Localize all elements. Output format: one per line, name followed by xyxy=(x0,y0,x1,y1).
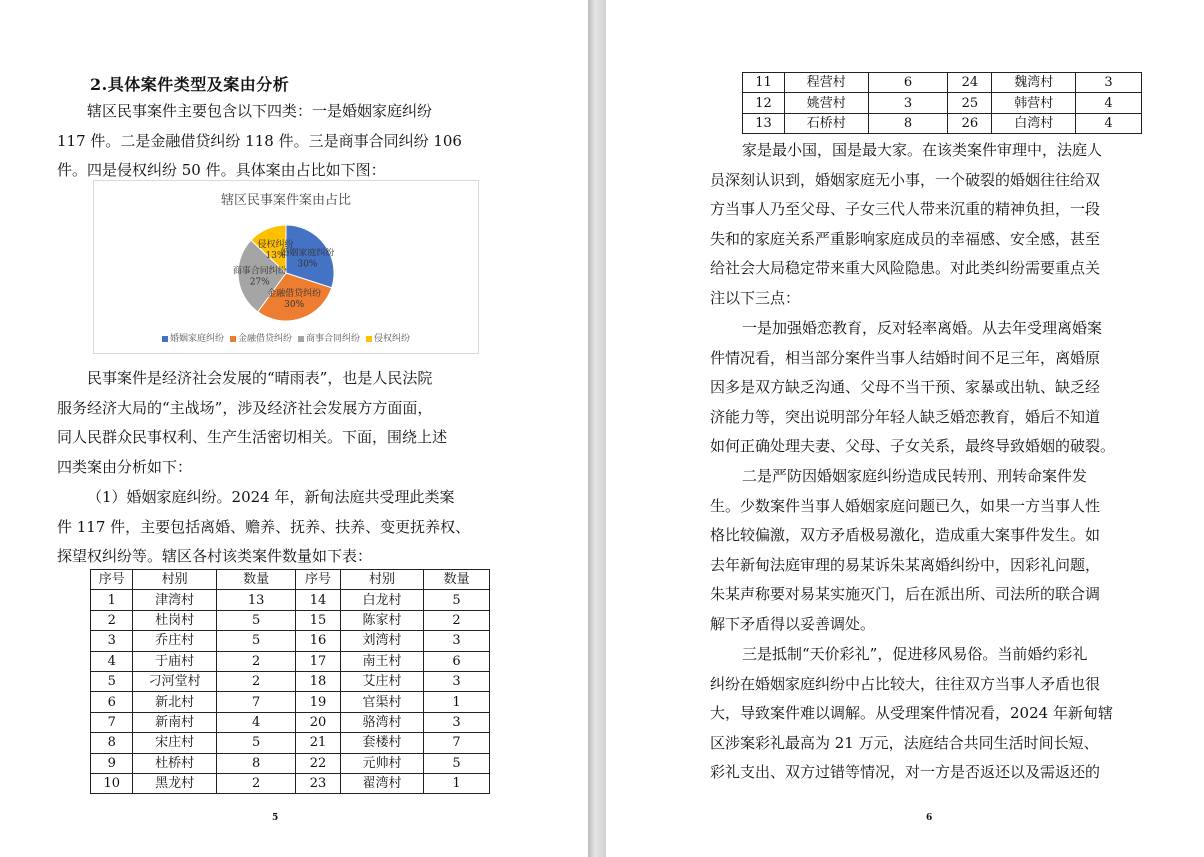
table-cell: 5 xyxy=(424,590,490,610)
table-cell: 18 xyxy=(296,671,340,691)
table-cell: 5 xyxy=(216,631,296,651)
table-row xyxy=(743,73,1142,93)
text-line: 失和的家庭关系严重影响家庭成员的幸福感、安全感，甚至 xyxy=(710,229,1101,248)
page-divider xyxy=(588,0,606,857)
table-cell: 杜桥村 xyxy=(133,753,216,773)
table-cell: 25 xyxy=(948,93,992,113)
text-line: 员深刻认识到，婚姻家庭无小事，一个破裂的婚姻往往给双 xyxy=(710,170,1101,189)
paragraph-point-three xyxy=(710,640,1155,788)
table-cell: 5 xyxy=(216,733,296,753)
legend-entry xyxy=(162,331,224,344)
text-line: 服务经济大局的“主战场”，涉及经济社会发展方方面面， xyxy=(57,398,433,417)
table-cell: 8 xyxy=(91,733,133,753)
table-cell: 2 xyxy=(216,773,296,793)
table-cell: 13 xyxy=(216,590,296,610)
table-cell: 21 xyxy=(296,733,340,753)
table-cell: 元帅村 xyxy=(340,753,423,773)
intro-paragraph xyxy=(57,97,497,186)
table-cell: 7 xyxy=(91,712,133,732)
table-cell: 22 xyxy=(296,753,340,773)
section-heading: 2.具体案件类型及案由分析 xyxy=(90,75,290,94)
paragraph-family-importance xyxy=(710,136,1155,313)
table-cell: 8 xyxy=(216,753,296,773)
table-cell: 13 xyxy=(743,113,785,133)
table-cell: 3 xyxy=(868,93,948,113)
legend-entry xyxy=(366,331,410,344)
legend-swatch xyxy=(162,336,168,342)
table-cell: 白湾村 xyxy=(992,113,1076,133)
slice-percent-label: 27% xyxy=(249,277,270,288)
table-cell: 4 xyxy=(1076,113,1142,133)
table-cell: 7 xyxy=(216,692,296,712)
table-cell: 南王村 xyxy=(340,651,423,671)
table-cell: 骆湾村 xyxy=(340,712,423,732)
page-number: 6 xyxy=(926,813,933,823)
table-cell: 15 xyxy=(296,610,340,630)
text-line: 纠纷在婚姻家庭纠纷中占比较大，往往双方当事人矛盾也很 xyxy=(710,674,1101,693)
table-cell: 26 xyxy=(948,113,992,133)
text-line: （1）婚姻家庭纠纷。2024 年，新甸法庭共受理此类案 xyxy=(87,488,455,506)
page-number: 5 xyxy=(272,813,279,823)
text-line: 给社会大局稳定带来重大风险隐患。对此类纠纷需要重点关 xyxy=(710,259,1101,277)
slice-label: 侵权纠纷 xyxy=(257,239,294,250)
table-cell: 艾庄村 xyxy=(340,671,423,691)
table-cell: 程营村 xyxy=(784,73,868,93)
table-row xyxy=(743,93,1142,113)
table-cell: 20 xyxy=(296,712,340,732)
text-line: 彩礼支出、双方过错等情况，对一方是否返还以及需返还的 xyxy=(710,763,1101,781)
village-case-table xyxy=(90,569,490,794)
text-line: 因多是双方缺乏沟通、父母不当干预、家暴或出轨、缺乏经 xyxy=(710,378,1101,396)
table-cell: 6 xyxy=(424,651,490,671)
table-cell: 翟湾村 xyxy=(340,773,423,793)
text-line: 如何正确处理夫妻、父母、子女关系，最终导致婚姻的破裂。 xyxy=(710,437,1116,455)
chart-legend xyxy=(94,331,478,344)
table-cell: 17 xyxy=(296,651,340,671)
table-cell: 杜岗村 xyxy=(133,610,216,630)
text-line: 件 117 件，主要包括离婚、赡养、抚养、扶养、变更抚养权、 xyxy=(57,517,471,536)
table-cell: 16 xyxy=(296,631,340,651)
header-cell: 数量 xyxy=(216,570,296,590)
table-cell: 刘湾村 xyxy=(340,631,423,651)
table-row xyxy=(91,692,490,712)
table-cell: 11 xyxy=(743,73,785,93)
header-cell: 序号 xyxy=(296,570,340,590)
text-line: 朱某声称要对易某实施灭门，后在派出所、司法所的联合调 xyxy=(710,585,1101,603)
text-line: 二是严防因婚姻家庭纠纷造成民转刑、刑转命案件发 xyxy=(742,467,1088,485)
table-header-row xyxy=(91,570,490,590)
table-cell: 套楼村 xyxy=(340,733,423,753)
text-line: 解下矛盾得以妥善调处。 xyxy=(710,614,876,633)
table-row xyxy=(91,712,490,732)
chart-title: 辖区民事案件案由占比 xyxy=(220,193,351,208)
text-line: 件情况看，相当部分案件当事人结婚时间不足三年，离婚原 xyxy=(710,348,1101,367)
text-line: 探望权纠纷等。辖区各村该类案件数量如下表： xyxy=(57,547,373,565)
table-cell: 白龙村 xyxy=(340,590,423,610)
pie-chart xyxy=(93,180,479,354)
table-cell: 魏湾村 xyxy=(992,73,1076,93)
paragraph-economic xyxy=(57,364,497,482)
table-cell: 1 xyxy=(424,692,490,712)
table-row xyxy=(91,651,490,671)
table-cell: 新南村 xyxy=(133,712,216,732)
table-cell: 3 xyxy=(424,631,490,651)
table-cell: 新北村 xyxy=(133,692,216,712)
table-cell: 姚营村 xyxy=(784,93,868,113)
text-line: 家是最小国，国是最大家。在该类案件审理中，法庭人 xyxy=(742,141,1103,159)
page-5 xyxy=(0,0,588,857)
table-row xyxy=(91,773,490,793)
slice-label: 商事合同纠纷 xyxy=(232,266,287,277)
table-row xyxy=(91,753,490,773)
table-cell: 刁河堂村 xyxy=(133,671,216,691)
table-cell: 3 xyxy=(424,671,490,691)
table-cell: 5 xyxy=(91,671,133,691)
table-cell: 官渠村 xyxy=(340,692,423,712)
table-cell: 12 xyxy=(743,93,785,113)
legend-swatch xyxy=(366,336,372,342)
table-cell: 陈家村 xyxy=(340,610,423,630)
header-cell: 序号 xyxy=(91,570,133,590)
text-line: 区涉案彩礼最高为 21 万元，法庭结合共同生活时间长短、 xyxy=(710,733,1099,752)
table-row xyxy=(91,671,490,691)
text-line: 四类案由分析如下： xyxy=(57,457,193,476)
text-line: 辖区民事案件主要包含以下四类：一是婚姻家庭纠纷 xyxy=(87,102,433,120)
table-cell: 5 xyxy=(216,610,296,630)
table-cell: 2 xyxy=(216,651,296,671)
table-cell: 乔庄村 xyxy=(133,631,216,651)
table-cell: 4 xyxy=(91,651,133,671)
header-cell: 村别 xyxy=(133,570,216,590)
table-cell: 韩营村 xyxy=(992,93,1076,113)
table-cell: 7 xyxy=(424,733,490,753)
table-cell: 2 xyxy=(91,610,133,630)
table-cell: 2 xyxy=(216,671,296,691)
text-line: 民事案件是经济社会发展的“晴雨表”，也是人民法院 xyxy=(87,369,433,387)
table-cell: 14 xyxy=(296,590,340,610)
table-cell: 1 xyxy=(91,590,133,610)
legend-entry xyxy=(298,331,360,344)
paragraph-point-two xyxy=(710,462,1155,639)
table-cell: 1 xyxy=(424,773,490,793)
page-6 xyxy=(606,0,1204,857)
slice-percent-label: 30% xyxy=(284,300,305,311)
table-cell: 24 xyxy=(948,73,992,93)
table-cell: 宋庄村 xyxy=(133,733,216,753)
text-line: 生。少数案件当事人婚姻家庭问题已久，如果一方当事人性 xyxy=(710,496,1101,515)
paragraph-marriage-family xyxy=(57,483,497,572)
table-cell: 19 xyxy=(296,692,340,712)
table-row xyxy=(91,631,490,651)
slice-percent-label: 30% xyxy=(297,259,318,270)
legend-entry xyxy=(230,331,292,344)
paragraph-point-one xyxy=(710,314,1155,462)
table-cell: 3 xyxy=(424,712,490,732)
table-cell: 9 xyxy=(91,753,133,773)
table-cell: 10 xyxy=(91,773,133,793)
table-cell: 黑龙村 xyxy=(133,773,216,793)
text-line: 三是抵制“天价彩礼”，促进移风易俗。当前婚约彩礼 xyxy=(742,645,1088,663)
village-case-table-continued xyxy=(742,72,1142,134)
table-cell: 2 xyxy=(424,610,490,630)
legend-label: 侵权纠纷 xyxy=(374,334,411,344)
text-line: 方当事人乃至父母、子女三代人带来沉重的精神负担，一段 xyxy=(710,200,1101,218)
text-line: 117 件。二是金融借贷纠纷 118 件。三是商事合同纠纷 106 xyxy=(57,131,462,150)
slice-percent-label: 13% xyxy=(265,250,286,261)
text-line: 济能力等，突出说明部分年轻人缺乏婚恋教育，婚后不知道 xyxy=(710,407,1101,426)
legend-label: 金融借贷纠纷 xyxy=(237,334,292,344)
slice-label: 金融借贷纠纷 xyxy=(267,289,322,300)
text-line: 件。四是侵权纠纷 50 件。具体案由占比如下图： xyxy=(57,161,386,179)
text-line: 同人民群众民事权利、生产生活密切相关。下面，围绕上述 xyxy=(57,428,448,446)
text-line: 注以下三点： xyxy=(710,288,801,307)
table-cell: 6 xyxy=(91,692,133,712)
table-cell: 于庙村 xyxy=(133,651,216,671)
pie-chart-svg xyxy=(94,181,478,331)
table-cell: 8 xyxy=(868,113,948,133)
header-cell: 村别 xyxy=(340,570,423,590)
text-line: 大，导致案件难以调解。从受理案件情况看，2024 年新甸辖 xyxy=(710,704,1113,722)
table-cell: 3 xyxy=(91,631,133,651)
table-cell: 4 xyxy=(216,712,296,732)
table-row xyxy=(91,610,490,630)
table-cell: 6 xyxy=(868,73,948,93)
table-row xyxy=(743,113,1142,133)
text-line: 一是加强婚恋教育，反对轻率离婚。从去年受理离婚案 xyxy=(742,319,1103,337)
table-cell: 石桥村 xyxy=(784,113,868,133)
legend-label: 商事合同纠纷 xyxy=(306,334,361,344)
legend-swatch xyxy=(298,336,304,342)
table-cell: 5 xyxy=(424,753,490,773)
table-cell: 4 xyxy=(1076,93,1142,113)
table-cell: 津湾村 xyxy=(133,590,216,610)
table-row xyxy=(91,733,490,753)
table-row xyxy=(91,590,490,610)
slice-label: 婚姻家庭纠纷 xyxy=(280,248,335,259)
header-cell: 数量 xyxy=(424,570,490,590)
table-cell: 23 xyxy=(296,773,340,793)
text-line: 去年新甸法庭审理的易某诉朱某离婚纠纷中，因彩礼问题， xyxy=(710,555,1101,574)
legend-swatch xyxy=(230,336,236,342)
table-cell: 3 xyxy=(1076,73,1142,93)
text-line: 格比较偏激，双方矛盾极易激化，造成重大案事件发生。如 xyxy=(710,526,1101,544)
legend-label: 婚姻家庭纠纷 xyxy=(169,334,224,344)
